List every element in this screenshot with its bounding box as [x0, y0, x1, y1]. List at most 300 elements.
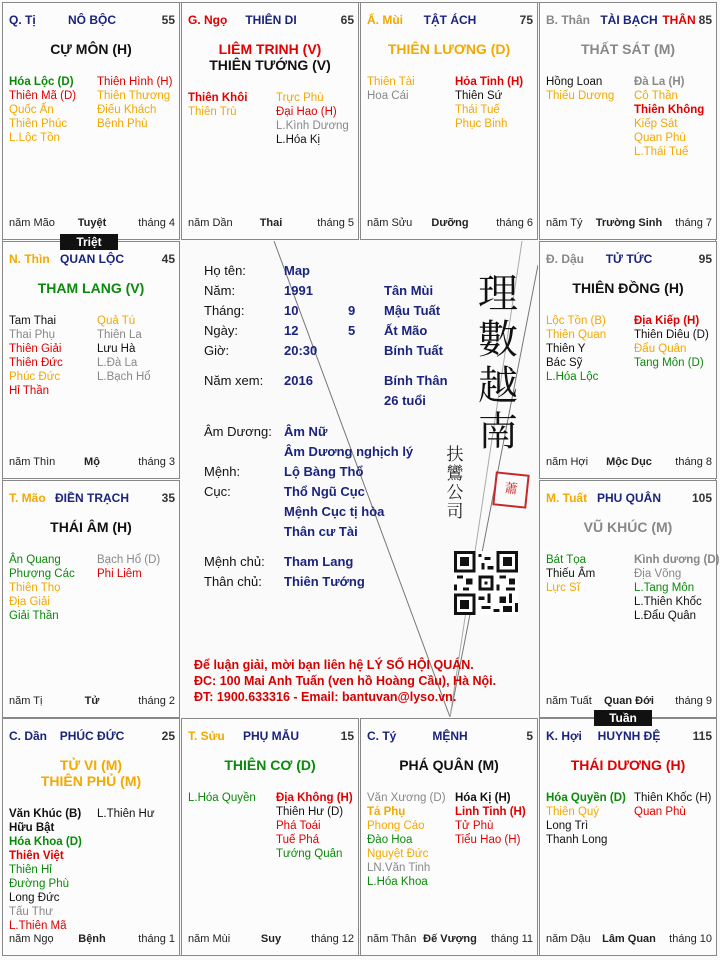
minor-star: Thiên Khôi — [188, 92, 248, 104]
minor-star: Hữu Bật — [9, 822, 55, 834]
value-am-duong: Âm Nữ — [284, 424, 328, 439]
palace-name: ĐIỀN TRẠCH — [55, 491, 129, 505]
main-stars — [182, 757, 358, 773]
right-star-list — [455, 75, 523, 131]
branch-label: Ấ. Mùi — [367, 13, 403, 27]
minor-star: Thiên Giải — [9, 343, 62, 355]
palace-name: HUYNH ĐỆ — [597, 729, 661, 743]
value-year: 1991 — [284, 283, 313, 298]
minor-star: Hoa Cái — [367, 90, 409, 102]
right-star-list — [97, 553, 160, 581]
label-cuc: Cục: — [204, 484, 231, 499]
dai-han-value: 75 — [519, 13, 533, 27]
main-stars — [361, 757, 537, 773]
truong-sinh-stage: Dưỡng — [431, 217, 469, 229]
left-star-list — [546, 791, 626, 847]
luu-nien-year: năm Thân — [367, 933, 417, 945]
dai-han-value: 5 — [526, 729, 533, 743]
value-day: 12 — [284, 323, 299, 338]
minor-star: Kiếp Sát — [634, 118, 678, 130]
left-star-list — [546, 75, 614, 103]
palace-footer — [546, 217, 712, 231]
right-star-list — [97, 75, 172, 131]
palace-name: PHU QUÂN — [596, 491, 661, 505]
minor-star: Địa Giải — [9, 596, 50, 608]
left-star-list — [9, 553, 75, 623]
main-star: TỬ VI (M) — [59, 757, 123, 773]
minor-star: Tử Phù — [455, 820, 494, 832]
value-than-chu: Thiên Tướng — [284, 574, 365, 589]
minor-star: Bạch Hổ (D) — [97, 554, 161, 566]
luu-nguyet-month: tháng 9 — [675, 695, 712, 707]
palace-header — [367, 729, 533, 745]
contact-info — [194, 657, 496, 705]
minor-star: Điếu Khách — [97, 104, 157, 116]
contact-line-1: Để luận giải, mời bạn liên hệ LÝ SỐ HỘI QUÁN. — [194, 658, 474, 672]
main-star: THAM LANG (V) — [37, 280, 145, 296]
minor-star: L.Kình Dương — [276, 120, 349, 132]
minor-star: Thiên Trù — [188, 106, 237, 118]
value-hour-canchi: Bính Tuất — [384, 343, 443, 358]
value-month-canchi: Mậu Tuất — [384, 303, 441, 318]
value-menh-chu: Tham Lang — [284, 554, 354, 569]
minor-star: Bát Tọa — [546, 554, 587, 566]
main-stars — [540, 757, 716, 773]
palace-dau — [539, 241, 717, 479]
label-view-year: Năm xem: — [204, 373, 264, 388]
branch-label: C. Dần — [9, 729, 48, 743]
minor-star: Bệnh Phù — [97, 118, 148, 130]
minor-star: Quan Phù — [634, 132, 686, 144]
dai-han-value: 95 — [698, 252, 712, 266]
palace-footer — [9, 695, 175, 709]
palace-footer — [9, 217, 175, 231]
branch-label: Q. Tị — [9, 13, 36, 27]
palace-hoi — [539, 718, 717, 956]
luu-nguyet-month: tháng 8 — [675, 456, 712, 468]
minor-star: L.Thiên Mã — [9, 920, 67, 932]
label-than-chu: Thân chủ: — [204, 574, 262, 589]
truong-sinh-stage: Quan Đới — [604, 695, 654, 707]
palace-header — [9, 729, 175, 745]
minor-star: L.Hóa Khoa — [367, 876, 428, 888]
luu-nien-year: năm Tý — [546, 217, 583, 229]
luu-nien-year: năm Dậu — [546, 933, 591, 945]
minor-star: Thiếu Dương — [546, 90, 615, 102]
dai-han-number — [699, 252, 712, 266]
dai-han-value: 55 — [161, 13, 175, 27]
truong-sinh-stage: Mộc Dục — [606, 456, 652, 468]
left-star-list — [546, 553, 595, 595]
palace-ngo — [181, 2, 359, 240]
minor-star: Lưu Hà — [97, 343, 136, 355]
minor-star: Hồng Loan — [546, 76, 603, 88]
palace-mao — [2, 480, 180, 718]
branch-label: M. Tuất — [546, 491, 588, 505]
palace-header — [546, 729, 712, 745]
palace-name: MỆNH — [432, 729, 468, 743]
minor-star: Hóa Khoa (D) — [9, 836, 82, 848]
truong-sinh-stage: Thai — [259, 217, 283, 229]
luu-nguyet-month: tháng 7 — [675, 217, 712, 229]
minor-star: Thiên Khốc (H) — [634, 792, 712, 804]
center-info-panel — [182, 241, 538, 717]
contact-line-address: ĐC: 100 Mai Anh Tuấn (ven hồ Hoàng Cầu), Hà Nội. — [194, 674, 497, 688]
minor-star: Quan Phù — [634, 806, 686, 818]
luu-nien-year: năm Hợi — [546, 456, 589, 468]
palace-header — [9, 252, 175, 268]
label-menh: Mệnh: — [204, 464, 241, 479]
main-stars — [182, 41, 358, 73]
minor-star: Tấu Thư — [9, 906, 53, 918]
minor-star: L.Hóa Quyền — [188, 792, 256, 804]
palace-header — [546, 13, 712, 29]
palace-name: QUAN LỘC — [60, 252, 124, 266]
palace-footer — [188, 933, 354, 947]
minor-star: Thiên Hình (H) — [97, 76, 173, 88]
palace-name: PHÚC ĐỨC — [59, 729, 125, 743]
minor-star: Thiên Sứ — [455, 90, 503, 102]
main-star: THIÊN PHỦ (M) — [40, 773, 142, 789]
minor-star: Tam Thai — [9, 315, 57, 327]
branch-label: T. Sửu — [188, 729, 225, 743]
label-year: Năm: — [204, 283, 236, 298]
minor-star: Linh Tinh (H) — [455, 806, 526, 818]
dai-han-value: 85 — [698, 13, 712, 27]
minor-star: Nguyệt Đức — [367, 848, 429, 860]
minor-star: Thiếu Âm — [546, 568, 596, 580]
minor-star: Thiên Mã (D) — [9, 90, 77, 102]
minor-star: Thiên Quan — [546, 329, 607, 341]
palace-footer — [367, 217, 533, 231]
minor-star: Phúc Đức — [9, 371, 61, 383]
luu-nguyet-month: tháng 4 — [138, 217, 175, 229]
minor-star: Địa Không (H) — [276, 792, 353, 804]
truong-sinh-stage: Lâm Quan — [602, 933, 656, 945]
luu-nguyet-month: tháng 1 — [138, 933, 175, 945]
palace-suu — [181, 718, 359, 956]
palace-footer — [546, 933, 712, 947]
right-star-list — [276, 91, 349, 147]
truong-sinh-stage: Đế Vượng — [423, 933, 477, 945]
minor-star: Ân Quang — [9, 554, 61, 566]
minor-star: Hóa Kị (H) — [455, 792, 511, 804]
minor-star: Thái Tuế — [455, 104, 500, 116]
dai-han-value: 35 — [161, 491, 175, 505]
palace-than — [539, 2, 717, 240]
contact-line-phone-email[interactable]: ĐT: 1900.633316 - Email: bantuvan@lyso.vn. — [194, 690, 457, 704]
minor-star: L.Thái Tuế — [634, 146, 689, 158]
main-stars — [3, 41, 179, 57]
minor-star: L.Thiên Hư — [97, 808, 155, 820]
palace-footer — [546, 456, 712, 470]
value-view-year-canchi: Bính Thân — [384, 373, 448, 388]
main-stars — [361, 41, 537, 57]
minor-star: Quốc Ấn — [9, 104, 54, 116]
minor-star: L.Thiên Khốc — [634, 596, 702, 608]
left-star-list — [9, 75, 76, 145]
branch-label: G. Ngọ — [188, 13, 228, 27]
main-stars — [540, 41, 716, 57]
minor-star: Hỏa Tinh (H) — [455, 76, 524, 88]
luu-nguyet-month: tháng 6 — [496, 217, 533, 229]
luu-nien-year: năm Thìn — [9, 456, 56, 468]
minor-star: Thai Phụ — [9, 329, 56, 341]
main-star: VŨ KHÚC (M) — [583, 519, 673, 535]
minor-star: Thiên Hỉ — [9, 864, 52, 876]
minor-star: Đà La (H) — [634, 76, 685, 88]
right-star-list — [276, 791, 353, 861]
truong-sinh-stage: Mộ — [84, 456, 100, 468]
luu-nien-year: năm Sửu — [367, 217, 413, 229]
dai-han-number — [341, 13, 354, 27]
right-star-list — [634, 75, 704, 159]
minor-star: Văn Khúc (B) — [9, 808, 82, 820]
luu-nien-year: năm Mùi — [188, 933, 231, 945]
minor-star: Phượng Các — [9, 568, 75, 580]
palace-header — [546, 491, 712, 507]
palace-name: THIÊN DI — [245, 13, 297, 27]
value-month: 10 — [284, 303, 299, 318]
palace-mui — [360, 2, 538, 240]
main-star: THẤT SÁT (M) — [580, 41, 676, 57]
main-stars — [3, 757, 179, 789]
left-star-list — [546, 314, 606, 384]
palace-header — [9, 13, 175, 29]
minor-star: Tuế Phá — [276, 834, 320, 846]
minor-star: Thiên Diêu (D) — [634, 329, 709, 341]
main-star: THÁI DƯƠNG (H) — [570, 757, 686, 773]
palace-footer — [188, 217, 354, 231]
dai-han-number — [162, 491, 175, 505]
minor-star: L.Bạch Hổ — [97, 371, 151, 383]
minor-star: Đẩu Quân — [634, 343, 687, 355]
dai-han-number — [662, 13, 712, 27]
truong-sinh-stage: Tuyệt — [77, 217, 107, 229]
palace-tuat — [539, 480, 720, 718]
value-am-duong-note: Âm Dương nghịch lý — [284, 444, 414, 459]
minor-star: Thiên Phúc — [9, 118, 68, 130]
value-hour: 20:30 — [284, 343, 318, 358]
luu-nguyet-month: tháng 12 — [311, 933, 354, 945]
luu-nien-year: năm Mão — [9, 217, 55, 229]
main-star: THIÊN LƯƠNG (D) — [387, 41, 511, 57]
minor-star: Đường Phù — [9, 878, 69, 890]
palace-footer — [367, 933, 533, 947]
dai-han-number — [162, 729, 175, 743]
luu-nguyet-month: tháng 10 — [669, 933, 712, 945]
truong-sinh-stage: Tử — [84, 695, 100, 707]
palace-name: TẬT ÁCH — [423, 13, 477, 27]
palace-footer — [9, 456, 175, 470]
qr-code[interactable] — [454, 551, 518, 615]
left-star-list — [9, 807, 82, 933]
minor-star: Phục Binh — [455, 118, 508, 130]
value-year-canchi: Tân Mùi — [384, 283, 434, 298]
minor-star: Thiên Quý — [546, 806, 600, 818]
minor-star: Thiên Việt — [9, 850, 64, 862]
main-star: THIÊN CƠ (D) — [224, 757, 316, 773]
main-star: THIÊN ĐỒNG (H) — [572, 280, 684, 296]
value-day-canchi: Ất Mão — [384, 323, 428, 338]
palace-footer — [546, 695, 712, 709]
truong-sinh-stage: Suy — [260, 933, 282, 945]
than-marker: THÂN — [662, 13, 696, 27]
luu-nien-year: năm Dần — [188, 217, 233, 229]
dai-han-number — [692, 491, 712, 505]
palace-header — [9, 491, 175, 507]
dai-han-value: 105 — [691, 491, 712, 505]
dai-han-value: 65 — [340, 13, 354, 27]
value-view-year: 2016 — [284, 373, 313, 388]
right-star-list — [97, 314, 151, 384]
palace-footer — [9, 933, 175, 947]
main-star: CỰ MÔN (H) — [50, 41, 132, 57]
minor-star: Kình dương (D) — [634, 554, 720, 566]
main-stars — [540, 519, 716, 535]
right-star-list — [455, 791, 526, 847]
right-star-list — [97, 807, 155, 821]
palace-header — [546, 252, 712, 268]
right-star-list — [634, 314, 709, 370]
value-age: 26 tuổi — [384, 393, 426, 408]
minor-star: Tướng Quân — [276, 848, 343, 860]
dai-han-value: 15 — [340, 729, 354, 743]
label-day: Ngày: — [204, 323, 238, 338]
minor-star: Địa Kiếp (H) — [634, 315, 700, 327]
main-stars — [3, 280, 179, 296]
left-star-list — [188, 791, 256, 805]
dai-han-number — [693, 729, 712, 743]
minor-star: Hóa Quyền (D) — [546, 792, 626, 804]
minor-star: Lộc Tồn (B) — [546, 315, 606, 327]
left-star-list — [188, 91, 247, 119]
luu-nien-year: năm Tị — [9, 695, 43, 707]
right-star-list — [634, 791, 711, 819]
luu-nguyet-month: tháng 11 — [490, 933, 533, 945]
value-cuc-relation: Mệnh Cục tị hòa — [284, 504, 385, 519]
luu-nien-year: năm Ngọ — [9, 933, 54, 945]
dai-han-number — [341, 729, 354, 743]
minor-star: Văn Xương (D) — [367, 792, 446, 804]
label-name: Họ tên: — [204, 263, 246, 278]
minor-star: Tả Phụ — [367, 806, 406, 818]
label-menh-chu: Mệnh chủ: — [204, 554, 265, 569]
minor-star: L.Lộc Tồn — [9, 132, 60, 144]
main-star: THIÊN TƯỚNG (V) — [209, 57, 331, 73]
value-name: Map — [284, 263, 310, 278]
label-month: Tháng: — [204, 303, 245, 318]
truong-sinh-stage: Bệnh — [78, 933, 106, 945]
calligraphy-logo: 理數越南 — [478, 271, 518, 455]
main-star: PHÁ QUÂN (M) — [399, 757, 499, 773]
right-star-list — [634, 553, 719, 623]
minor-star: Phong Cáo — [367, 820, 425, 832]
value-day-lunar: 5 — [348, 323, 356, 338]
minor-star: Phá Toái — [276, 820, 321, 832]
value-menh: Lộ Bàng Thổ — [284, 464, 364, 479]
luu-nguyet-month: tháng 5 — [317, 217, 354, 229]
minor-star: Thiên Y — [546, 343, 586, 355]
branch-label: B. Thân — [546, 13, 590, 27]
minor-star: Phi Liêm — [97, 568, 142, 580]
minor-star: Quả Tú — [97, 315, 136, 327]
palace-name: NÔ BỘC — [68, 13, 116, 27]
value-month-lunar: 9 — [348, 303, 356, 318]
minor-star: L.Đẩu Quân — [634, 610, 697, 622]
palace-dan — [2, 718, 180, 956]
left-star-list — [367, 791, 446, 889]
minor-star: Cô Thần — [634, 90, 678, 102]
main-stars — [540, 280, 716, 296]
palace-thin — [2, 241, 180, 479]
minor-star: Đại Hao (H) — [276, 106, 337, 118]
minor-star: Thiên La — [97, 329, 142, 341]
palace-name: PHỤ MẪU — [243, 729, 299, 743]
dai-han-number — [520, 13, 533, 27]
label-hour: Giờ: — [204, 343, 230, 358]
minor-star: Long Trì — [546, 820, 589, 832]
minor-star: Hóa Lộc (D) — [9, 76, 74, 88]
tuan-mark: Tuần — [594, 710, 652, 726]
minor-star: Giải Thần — [9, 610, 59, 622]
branch-label: T. Mão — [9, 491, 46, 505]
minor-star: Hỉ Thần — [9, 385, 50, 397]
left-star-list — [367, 75, 415, 103]
branch-label: K. Hợi — [546, 729, 582, 743]
main-star: LIÊM TRINH (V) — [218, 41, 322, 57]
palace-header — [188, 13, 354, 29]
main-stars — [3, 519, 179, 535]
minor-star: Thanh Long — [546, 834, 608, 846]
minor-star: Đào Hoa — [367, 834, 413, 846]
dai-han-number — [162, 252, 175, 266]
label-am-duong: Âm Dương: — [204, 424, 272, 439]
branch-label: Đ. Dậu — [546, 252, 585, 266]
value-cuc: Thổ Ngũ Cục — [284, 484, 365, 499]
branch-label: C. Tý — [367, 729, 397, 743]
minor-star: L.Hóa Lộc — [546, 371, 599, 383]
minor-star: L.Hóa Kị — [276, 134, 321, 146]
dai-han-value: 45 — [161, 252, 175, 266]
palace-header — [367, 13, 533, 29]
triet-mark: Triệt — [60, 234, 118, 250]
minor-star: LN.Văn Tinh — [367, 862, 431, 874]
minor-star: Tiểu Hao (H) — [455, 834, 521, 846]
red-stamp: 蕭 — [492, 471, 529, 508]
dai-han-number — [162, 13, 175, 27]
minor-star: Thiên Hư (D) — [276, 806, 344, 818]
dai-han-number — [526, 729, 533, 743]
branch-label: N. Thìn — [9, 252, 50, 266]
luu-nien-year: năm Tuất — [546, 695, 592, 707]
minor-star: L.Tang Môn — [634, 582, 695, 594]
minor-star: Địa Võng — [634, 568, 682, 580]
dai-han-value: 115 — [692, 729, 712, 743]
minor-star: Lực Sĩ — [546, 582, 580, 594]
minor-star: L.Đà La — [97, 357, 138, 369]
minor-star: Thiên Không — [634, 104, 705, 116]
left-star-list — [9, 314, 63, 398]
palace-ty — [360, 718, 538, 956]
palace-header — [188, 729, 354, 745]
minor-star: Thiên Đức — [9, 357, 63, 369]
minor-star: Thiên Tài — [367, 76, 415, 88]
truong-sinh-stage: Trường Sinh — [595, 217, 663, 229]
minor-star: Thiên Thọ — [9, 582, 61, 594]
minor-star: Long Đức — [9, 892, 60, 904]
minor-star: Trực Phù — [276, 92, 324, 104]
